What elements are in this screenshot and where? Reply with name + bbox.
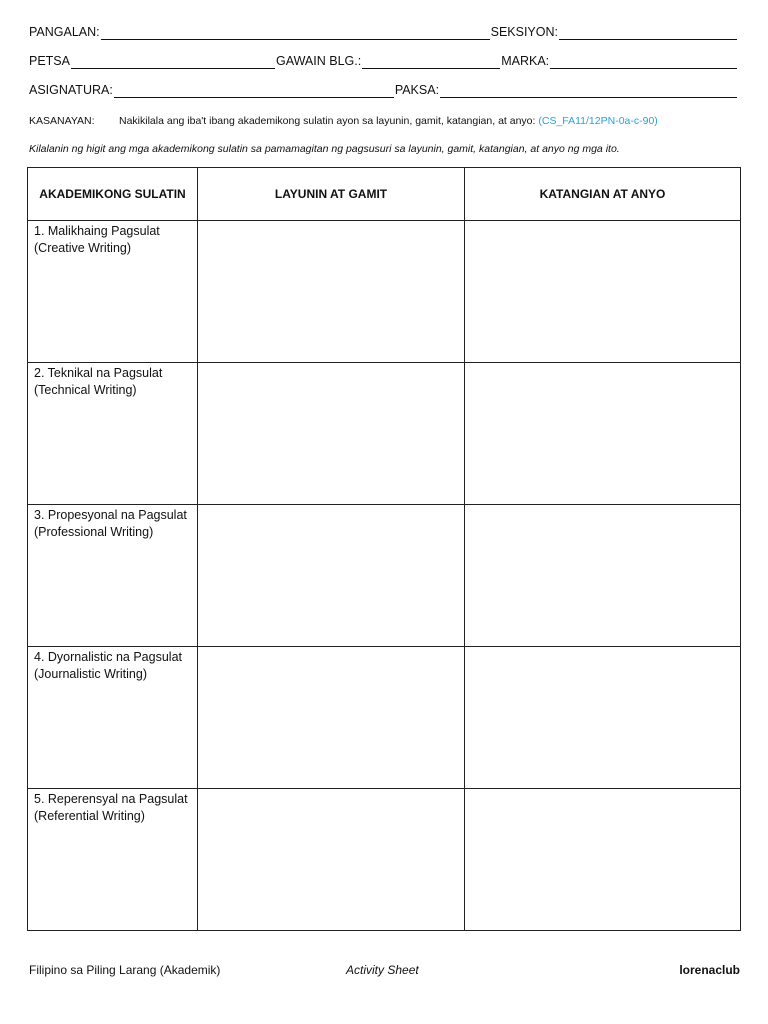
competency-code: (CS_FA11/12PN-0a-c-90) — [538, 115, 658, 127]
petsa-label: PETSA — [29, 54, 70, 68]
seksiyon-field[interactable] — [559, 27, 737, 40]
row-label-referential — [28, 789, 198, 931]
layunin-answer-cell[interactable] — [198, 505, 465, 647]
row-label-professional — [28, 505, 198, 647]
table-row — [28, 647, 741, 789]
row-subtitle: (Professional Writing) — [34, 525, 154, 539]
marka-field[interactable] — [550, 56, 737, 69]
pangalan-label: PANGALAN: — [29, 25, 100, 39]
row-subtitle: (Technical Writing) — [34, 383, 137, 397]
row-subtitle: (Journalistic Writing) — [34, 667, 147, 681]
row-label-technical — [28, 363, 198, 505]
asignatura-row — [29, 82, 738, 98]
petsa-field[interactable] — [71, 56, 275, 69]
layunin-answer-cell[interactable] — [198, 647, 465, 789]
table-row — [28, 221, 741, 363]
footer-brand: lorenaclub — [679, 963, 740, 977]
row-title: 5. Reperensyal na Pagsulat — [34, 792, 188, 806]
layunin-answer-cell[interactable] — [198, 363, 465, 505]
row-title: 3. Propesyonal na Pagsulat — [34, 508, 187, 522]
layunin-answer-cell[interactable] — [198, 789, 465, 931]
katangian-answer-cell[interactable] — [465, 221, 741, 363]
row-label-creative — [28, 221, 198, 363]
instruction-text: Kilalanin ng higit ang mga akademikong sulatin sa pamamagitan ng pagsusuri sa layunin, gamit, katangian, at anyo ng mga ito. — [29, 143, 620, 155]
paksa-field[interactable] — [440, 85, 737, 98]
table-header-row — [28, 168, 741, 221]
layunin-answer-cell[interactable] — [198, 221, 465, 363]
asignatura-label: ASIGNATURA: — [29, 83, 113, 97]
table-row — [28, 363, 741, 505]
row-subtitle: (Referential Writing) — [34, 809, 145, 823]
pangalan-field[interactable] — [101, 27, 490, 40]
table-row — [28, 789, 741, 931]
row-title: 2. Teknikal na Pagsulat — [34, 366, 163, 380]
row-title: 4. Dyornalistic na Pagsulat — [34, 650, 182, 664]
katangian-answer-cell[interactable] — [465, 789, 741, 931]
kasanayan-line — [29, 114, 739, 128]
pangalan-row — [29, 24, 738, 40]
gawain-label: GAWAIN BLG.: — [276, 54, 362, 68]
row-title: 1. Malikhaing Pagsulat — [34, 224, 160, 238]
petsa-row — [29, 53, 738, 69]
katangian-answer-cell[interactable] — [465, 647, 741, 789]
header-katangian-at-anyo: KATANGIAN AT ANYO — [465, 168, 741, 221]
gawain-field[interactable] — [362, 56, 500, 69]
asignatura-field[interactable] — [114, 85, 394, 98]
row-label-journalistic — [28, 647, 198, 789]
paksa-label: PAKSA: — [394, 83, 440, 97]
marka-label: MARKA: — [501, 54, 550, 68]
writing-types-table — [27, 167, 741, 931]
row-subtitle: (Creative Writing) — [34, 241, 132, 255]
header-akademikong-sulatin: AKADEMIKONG SULATIN — [28, 168, 198, 221]
kasanayan-text: Nakikilala ang iba't ibang akademikong sulatin ayon sa layunin, gamit, katangian, at anyo: — [119, 115, 536, 127]
table-row — [28, 505, 741, 647]
kasanayan-label: KASANAYAN: — [29, 115, 95, 127]
seksiyon-label: SEKSIYON: — [490, 25, 558, 39]
footer-sheet-type: Activity Sheet — [346, 963, 419, 977]
footer-subject: Filipino sa Piling Larang (Akademik) — [29, 963, 221, 977]
katangian-answer-cell[interactable] — [465, 505, 741, 647]
header-layunin-at-gamit: LAYUNIN AT GAMIT — [198, 168, 465, 221]
katangian-answer-cell[interactable] — [465, 363, 741, 505]
